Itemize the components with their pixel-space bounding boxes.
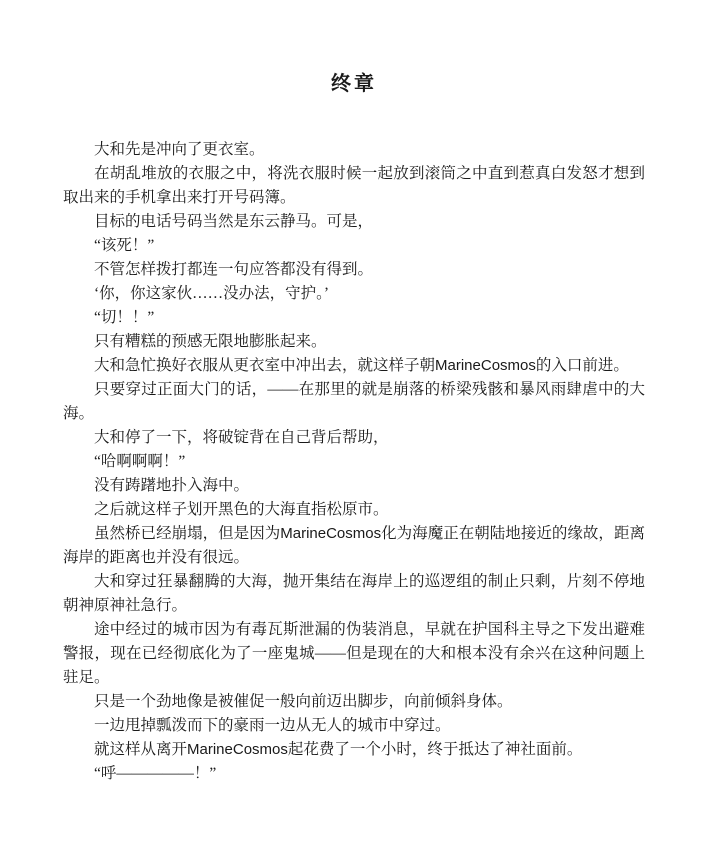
paragraph: 一边甩掉瓢泼而下的豪雨一边从无人的城市中穿过。 [94,717,451,734]
paragraph: “该死！” [94,237,155,254]
paragraph: 只有糟糕的预感无限地膨胀起来。 [94,333,327,350]
paragraph: 在胡乱堆放的衣服之中，将洗衣服时候一起放到滚筒之中直到惹真白发怒才想到取出来的手机拿出来打开号码簿。 [63,165,645,206]
paragraph: 大和穿过狂暴翻腾的大海，抛开集结在海岸上的巡逻组的制止只剩，片刻不停地朝神原神社急行。 [63,573,645,614]
paragraph: 就这样从离开MarineCosmos起花费了一个小时，终于抵达了神社面前。 [94,741,583,758]
paragraph: 大和急忙换好衣服从更衣室中冲出去，就这样子朝MarineCosmos的入口前进。 [94,357,629,374]
paragraph: “切！！” [94,309,155,326]
paragraph: 之后就这样子划开黑色的大海直指松原市。 [94,501,389,518]
paragraph: 目标的电话号码当然是东云静马。可是， [94,213,374,230]
paragraph: 不管怎样拨打都连一句应答都没有得到。 [94,261,374,278]
paragraph: “哈啊啊啊！” [94,453,186,470]
paragraph: 只要穿过正面大门的话，——在那里的就是崩落的桥梁残骸和暴风雨肆虐中的大海。 [63,381,645,422]
paragraph: 大和先是冲向了更衣室。 [94,141,265,158]
paragraph: 虽然桥已经崩塌，但是因为MarineCosmos化为海魔正在朝陆地接近的缘故，距离海岸的距离也并没有很远。 [63,525,645,566]
paragraph: 只是一个劲地像是被催促一般向前迈出脚步，向前倾斜身体。 [94,693,513,710]
paragraph: 大和停了一下，将破锭背在自己背后帮助， [94,429,389,446]
paragraph: 途中经过的城市因为有毒瓦斯泄漏的伪装消息，早就在护国科主导之下发出避难警报，现在已经彻底化为了一座鬼城——但是现在的大和根本没有余兴在这种问题上驻足。 [63,621,645,686]
latin-text: MarineCosmos [435,357,536,374]
latin-text: MarineCosmos [280,525,382,542]
chapter-body [63,138,645,786]
paragraph: 没有踌躇地扑入海中。 [94,477,250,494]
paragraph: “呼—————！” [94,765,217,782]
chapter-title: 终章 [331,73,377,95]
paragraph: ‘你，你这家伙……没办法，守护。’ [94,285,330,302]
latin-text: MarineCosmos [187,741,288,758]
